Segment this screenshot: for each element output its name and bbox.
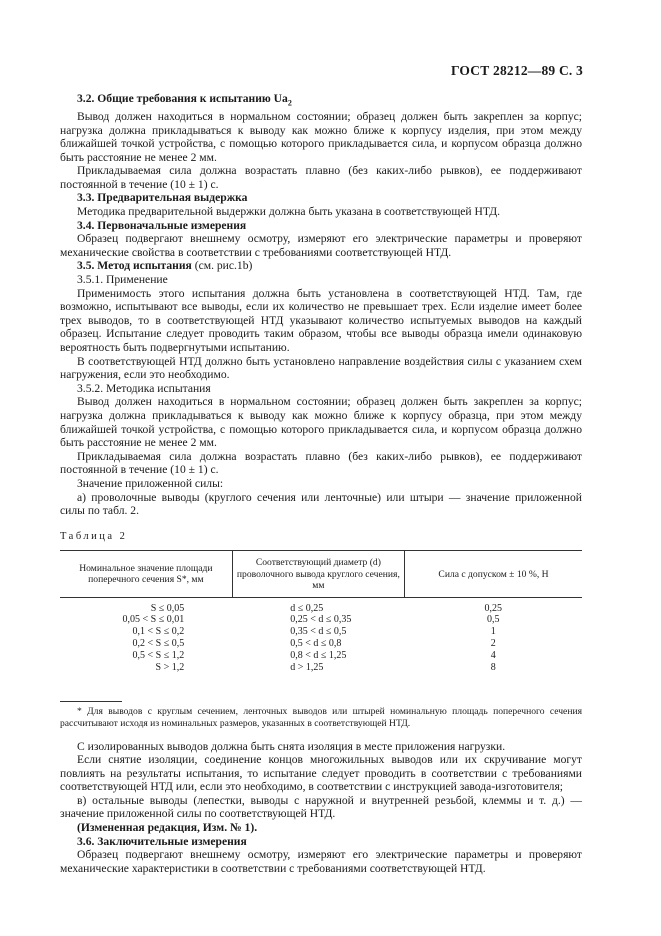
cell-force: 0,5 [487,614,500,626]
section-3-4-title: 3.4. Первоначальные измерения [77,218,247,232]
section-3-2-para-2: Прикладываемая сила должна возрастать плавно (без каких-либо рывков), ее поддерживают постоянной в течение (10 ± 1) с. [60,164,582,191]
section-3-2-para-1: Вывод должен находиться в нормальном состоянии; образец должен быть закреплен за корпус; нагрузка должна прикладываться к выводу как можно ближе к корпусу изделия, при этом между ближайшей точкой устройства, с помощью которого прикладывается сила, и корпусом образца должно быть расстояние не менее 2 мм. [60,109,582,164]
table-footnote: * Для выводов с круглым сечением, ленточных выводов или штырей номинальную площадь поперечного сечения рассчитывают исходя из номинальных размеров, указанных в соответствующей НТД. [60,706,582,729]
cell-diameter: d ≤ 0,25 [290,602,324,614]
section-3-6-para-1: Образец подвергают внешнему осмотру, измеряют его электрические параметры и проверяют механические характеристики в соответствии с требованиями соответствующей НТД. [60,848,582,875]
document-body [60,92,582,875]
cell-diameter: 0,25 < d ≤ 0,35 [290,614,352,626]
cell-force: 2 [490,637,496,649]
cell-diameter: 0,35 < d ≤ 0,5 [290,626,347,638]
section-3-5-1-para-1: Применимость этого испытания должна быть установлена в соответствующей НТД. Там, где возможно, испытывают все выводы, если их количество не превышает трех. Если изделие имеет более трех выводов, то в соответствующей НТД указывают количество испытуемых выводов на каждый образец. Испытание следует проводить таким образом, чтобы все выводы образца имели одинаковую вероятность быть подвергнутыми испытанию. [60,286,582,354]
section-3-3-para-1: Методика предварительной выдержки должна быть указана в соответствующей НТД. [77,205,501,219]
section-3-5-2-para-2: Прикладываемая сила должна возрастать плавно (без каких-либо рывков), ее поддерживают постоянной в течение (10 ± 1) с. [60,449,582,477]
other-terminals-para: в) остальные выводы (лепестки, выводы с наружной и внутренней резьбой, клеммы и т. д.) — значение приложенной силы по соответствующей НТД. [60,793,582,821]
cell-diameter: d > 1,25 [290,661,324,673]
section-3-2-title: 3.2. Общие требования к испытанию $Ua_2$ [77,92,292,108]
table-row [60,662,582,674]
cell-diameter: 0,5 < d ≤ 0,8 [290,637,342,649]
section-3-6-title: 3.6. Заключительные измерения [77,834,247,848]
section-3-5-1-para-2: В соответствующей НТД должно быть установлено направление воздействия силы с указанием схем нагружения, если это необходимо. [60,354,582,382]
cell-force: 0,25 [484,602,502,614]
section-3-5-2-para-4: а) проволочные выводы (круглого сечения или ленточные) или штыри — значение приложенной силы по табл. 2. [60,490,582,518]
table-caption: Таблица 2 [60,530,128,542]
cell-area: 0,1 < S ≤ 0,2 [132,626,185,638]
amendment-note: (Измененная редакция, Изм. № 1). [77,821,258,835]
header-area: Номинальное значение площади поперечного сечения S*, мм [60,551,232,597]
table-row [60,597,582,614]
table-row [60,638,582,650]
cell-diameter: 0,8 < d ≤ 1,25 [290,649,347,661]
cell-area: S ≤ 0,05 [150,602,185,614]
force-table [60,550,582,673]
section-3-3-title: 3.3. Предварительная выдержка [77,191,248,205]
table-row [60,650,582,662]
header-force: Сила с допуском ± 10 %, Н [405,551,583,597]
table-row [60,626,582,638]
cell-force: 1 [490,626,496,638]
section-3-5-1-title: 3.5.1. Применение [77,273,168,287]
section-3-5-2-para-3: Значение приложенной силы: [77,476,224,490]
page-header: ГОСТ 28212—89 С. 3 [450,63,583,78]
header-diameter: Соответствующий диаметр (d) проволочного вывода круглого сечения, мм [232,551,404,597]
cell-force: 4 [490,649,496,661]
section-3-5-2-title: 3.5.2. Методика испытания [77,381,211,395]
cell-area: 0,2 < S ≤ 0,5 [132,637,185,649]
insulation-para-2: Если снятие изоляции, соединение концов многожильных выводов или их скручивание могут повлиять на результаты испытания, то испытание следует проводить в соответствии с требованиями соответствующей НТД или, если это необходимо, в соответствии с инструкцией завода-изготовителя; [60,753,582,794]
cell-area: S > 1,2 [155,661,185,673]
insulation-para-1: С изолированных выводов должна быть снята изоляция в месте приложения нагрузки. [77,739,506,753]
cell-area: 0,05 < S ≤ 0,01 [122,614,185,626]
cell-force: 8 [490,661,496,673]
table-row [60,614,582,626]
footnote-divider [60,701,122,702]
section-3-5-title: 3.5. Метод испытания (см. рис.1b) [77,259,253,273]
cell-area: 0,5 < S ≤ 1,2 [132,649,185,661]
table-header-row [60,551,582,597]
section-3-4-para-1: Образец подвергают внешнему осмотру, измеряют его электрические параметры и проверяют механические свойства в соответствии с требованиями соответствующей НТД. [60,232,582,259]
section-3-5-2-para-1: Вывод должен находиться в нормальном состоянии; образец должен быть закреплен за корпус; нагрузка должна прикладываться к выводу как можно ближе к корпусу образца, при этом между ближайшей точкой устройства, с помощью которого прикладывается сила, и корпусом образца должно быть расстояние не менее 2 мм. [60,395,582,450]
